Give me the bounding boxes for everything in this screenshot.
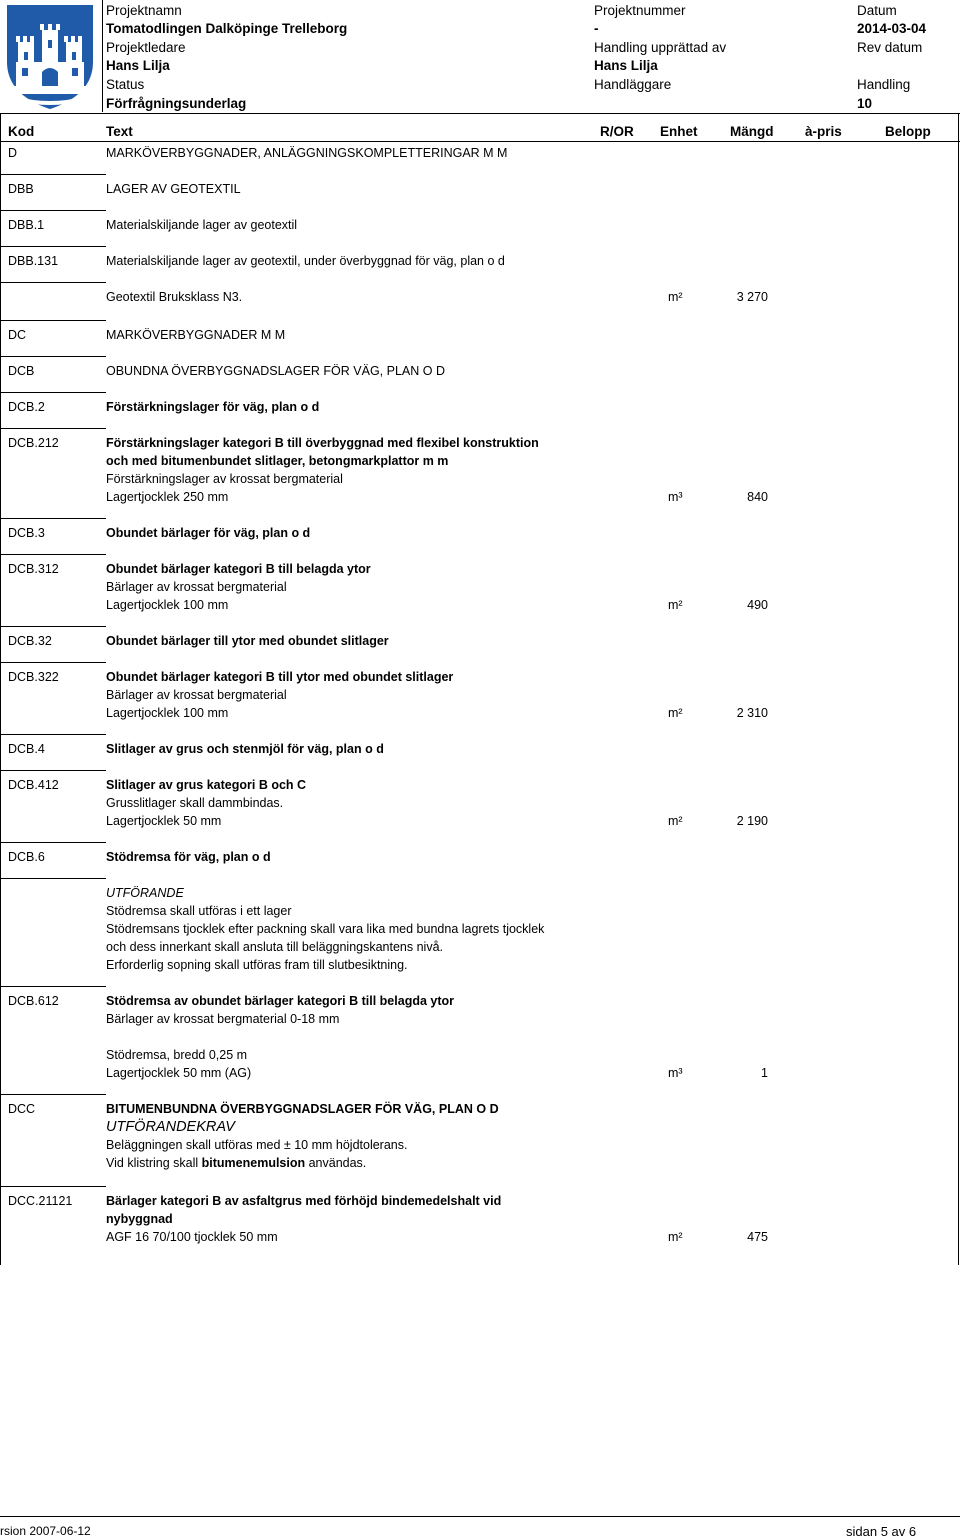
row-text-line: Geotextil Bruksklass N3. <box>106 290 243 304</box>
row-divider <box>0 770 106 771</box>
row-text-line: Förstärkningslager för väg, plan o d <box>106 400 320 414</box>
datum-value: 2014-03-04 <box>857 21 927 36</box>
row-code: DCC <box>8 1102 36 1116</box>
row-text-line: Lagertjocklek 100 mm <box>106 706 229 720</box>
projektledare-label: Projektledare <box>106 40 186 55</box>
col-text: Text <box>106 124 133 139</box>
row-text-line: Obundet bärlager för väg, plan o d <box>106 526 311 540</box>
row-text-line: Erforderlig sopning skall utföras fram till slutbesiktning. <box>106 958 408 972</box>
handling-label: Handling <box>857 77 911 92</box>
projektledare-value: Hans Lilja <box>106 58 170 73</box>
row-text-line: UTFÖRANDEKRAV <box>106 1119 235 1135</box>
row-unit: m² <box>668 598 683 612</box>
projektnummer-value: - <box>594 21 599 36</box>
row-text-line: Grusslitlager skall dammbindas. <box>106 796 284 810</box>
row-text-line: BITUMENBUNDNA ÖVERBYGGNADSLAGER FÖR VÄG, PLAN O D <box>106 1102 499 1116</box>
row-text-line: Lagertjocklek 250 mm <box>106 490 229 504</box>
row-divider <box>0 518 106 519</box>
row-quantity: 2 310 <box>736 706 768 720</box>
col-enhet: Enhet <box>660 124 698 139</box>
row-divider <box>0 842 106 843</box>
row-text-line: Slitlager av grus och stenmjöl för väg, plan o d <box>106 742 384 756</box>
row-text-line: Stödremsa för väg, plan o d <box>106 850 271 864</box>
row-code: DCB.3 <box>8 526 45 540</box>
row-code: DBB.131 <box>8 254 59 268</box>
row-text-line: Bärlager av krossat bergmaterial 0-18 mm <box>106 1012 340 1026</box>
footer-version: rsion 2007-06-12 <box>0 1524 91 1538</box>
row-text-line: Obundet bärlager kategori B till belagda ytor <box>106 562 371 576</box>
row-divider <box>0 662 106 663</box>
row-text-line: Materialskiljande lager av geotextil, under överbyggnad för väg, plan o d <box>106 254 505 268</box>
revdatum-label: Rev datum <box>857 40 923 55</box>
row-text-line: Bärlager av krossat bergmaterial <box>106 688 287 702</box>
row-divider <box>0 1186 106 1187</box>
upprattad-value: Hans Lilja <box>594 58 658 73</box>
row-text-line: Lagertjocklek 100 mm <box>106 598 229 612</box>
row-text-line: och med bitumenbundet slitlager, betongmarkplattor m m <box>106 454 449 468</box>
row-unit: m² <box>668 706 683 720</box>
row-code: DCB.412 <box>8 778 59 792</box>
row-unit: m² <box>668 1230 683 1244</box>
row-text-line: nybyggnad <box>106 1212 173 1226</box>
row-unit: m² <box>668 814 683 828</box>
row-divider <box>0 320 106 321</box>
row-code: DCB.312 <box>8 562 59 576</box>
row-divider <box>0 246 106 247</box>
row-text-line: Stödremsa av obundet bärlager kategori B till belagda ytor <box>106 994 454 1008</box>
row-text-line: MARKÖVERBYGGNADER M M <box>106 328 286 342</box>
col-mangd: Mängd <box>730 124 774 139</box>
row-text-line: Obundet bärlager kategori B till ytor med obundet slitlager <box>106 670 454 684</box>
row-text-line: LAGER AV GEOTEXTIL <box>106 182 241 196</box>
row-code: DCB <box>8 364 35 378</box>
projektnummer-label: Projektnummer <box>594 3 686 18</box>
row-quantity: 475 <box>747 1230 768 1244</box>
row-unit: m² <box>668 290 683 304</box>
row-quantity: 1 <box>761 1066 768 1080</box>
row-divider <box>0 626 106 627</box>
row-unit: m³ <box>668 490 683 504</box>
row-code: DCB.6 <box>8 850 45 864</box>
row-unit: m³ <box>668 1066 683 1080</box>
row-text-line: Vid klistring skall bitumenemulsion användas. <box>106 1156 367 1170</box>
row-divider <box>0 356 106 357</box>
row-text-line: Stödremsa, bredd 0,25 m <box>106 1048 248 1062</box>
datum-label: Datum <box>857 3 897 18</box>
row-text-line: Bärlager kategori B av asfaltgrus med förhöjd bindemedelshalt vid <box>106 1194 502 1208</box>
row-divider <box>0 210 106 211</box>
col-apris: à-pris <box>805 124 842 139</box>
row-code: DCB.212 <box>8 436 59 450</box>
row-quantity: 840 <box>747 490 768 504</box>
row-text-line: Materialskiljande lager av geotextil <box>106 218 298 232</box>
projektnamn-label: Projektnamn <box>106 3 182 18</box>
row-divider <box>0 554 106 555</box>
row-code: DCB.322 <box>8 670 59 684</box>
row-code: DCB.32 <box>8 634 52 648</box>
row-code: DC <box>8 328 27 342</box>
status-value: Förfrågningsunderlag <box>106 96 247 111</box>
col-belopp: Belopp <box>885 124 931 139</box>
row-text-line: Slitlager av grus kategori B och C <box>106 778 307 792</box>
row-text-line: Förstärkningslager kategori B till överbyggnad med flexibel konstruktion <box>106 436 539 450</box>
row-code: DBB <box>8 182 34 196</box>
row-quantity: 490 <box>747 598 768 612</box>
municipality-logo <box>4 2 96 110</box>
row-divider <box>0 282 106 283</box>
row-code: DBB.1 <box>8 218 45 232</box>
row-text-line: och dess innerkant skall ansluta till beläggningskantens nivå. <box>106 940 444 954</box>
row-divider <box>0 1094 106 1095</box>
row-code: D <box>8 146 18 160</box>
row-code: DCB.4 <box>8 742 45 756</box>
row-quantity: 3 270 <box>736 290 768 304</box>
col-ror: R/OR <box>600 124 634 139</box>
row-text-line: Lagertjocklek 50 mm (AG) <box>106 1066 252 1080</box>
footer-page: sidan 5 av 6 <box>846 1524 917 1539</box>
status-label: Status <box>106 77 145 92</box>
row-text-line: UTFÖRANDE <box>106 886 184 900</box>
projektnamn-value: Tomatodlingen Dalköpinge Trelleborg <box>106 21 348 36</box>
row-text-line: Beläggningen skall utföras med ± 10 mm höjdtolerans. <box>106 1138 408 1152</box>
row-text-line: MARKÖVERBYGGNADER, ANLÄGGNINGSKOMPLETTERINGAR M M <box>106 146 508 160</box>
col-kod: Kod <box>8 124 35 139</box>
row-text-line: Stödremsans tjocklek efter packning skall vara lika med bundna lagrets tjocklek <box>106 922 545 936</box>
row-divider <box>0 174 106 175</box>
upprattad-label: Handling upprättad av <box>594 40 727 55</box>
row-divider <box>0 392 106 393</box>
row-text-line: AGF 16 70/100 tjocklek 50 mm <box>106 1230 278 1244</box>
row-text-line: Bärlager av krossat bergmaterial <box>106 580 287 594</box>
row-divider <box>0 428 106 429</box>
row-text-line: OBUNDNA ÖVERBYGGNADSLAGER FÖR VÄG, PLAN O D <box>106 364 445 378</box>
row-text-line: Lagertjocklek 50 mm <box>106 814 222 828</box>
handlaggare-label: Handläggare <box>594 77 672 92</box>
handling-value: 10 <box>857 96 873 111</box>
row-code: DCC.21121 <box>8 1194 73 1208</box>
row-text-line: Stödremsa skall utföras i ett lager <box>106 904 292 918</box>
row-divider <box>0 734 106 735</box>
row-text-line: Förstärkningslager av krossat bergmaterial <box>106 472 343 486</box>
row-text-line: Obundet bärlager till ytor med obundet slitlager <box>106 634 389 648</box>
row-code: DCB.612 <box>8 994 59 1008</box>
row-divider <box>0 986 106 987</box>
row-quantity: 2 190 <box>736 814 768 828</box>
row-divider <box>0 878 106 879</box>
row-code: DCB.2 <box>8 400 45 414</box>
